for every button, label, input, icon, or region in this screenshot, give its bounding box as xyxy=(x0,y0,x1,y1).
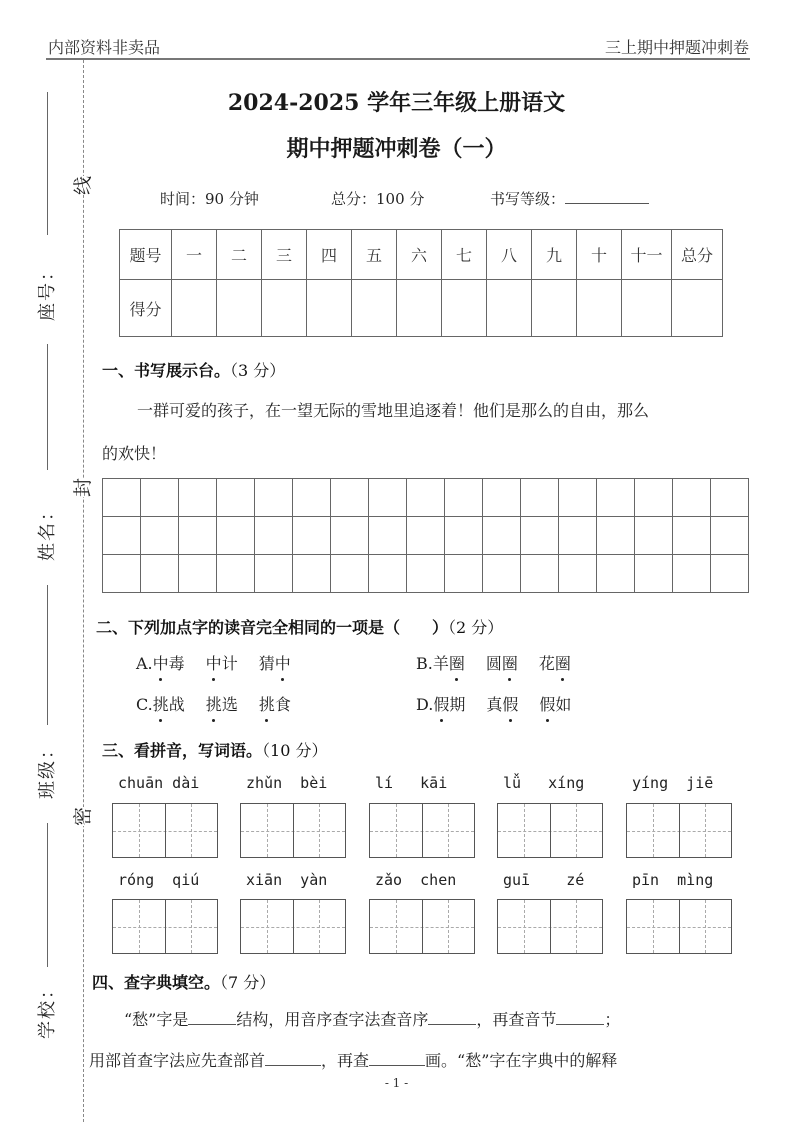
grid-cell[interactable] xyxy=(407,555,445,593)
column-header: 一 xyxy=(172,230,217,280)
column-header: 九 xyxy=(532,230,577,280)
fill-blank-syllable[interactable] xyxy=(556,1008,604,1025)
grid-cell[interactable] xyxy=(521,555,559,593)
fill-text: ； xyxy=(604,1010,621,1029)
header-left-text: 内部资料非卖品 xyxy=(48,38,161,57)
column-header: 八 xyxy=(487,230,532,280)
score-cell[interactable] xyxy=(352,280,397,337)
grid-cell[interactable] xyxy=(483,479,521,517)
fill-text: ，再查音节 xyxy=(476,1010,557,1029)
grid-cell[interactable] xyxy=(559,555,597,593)
page-number: - 1 - xyxy=(384,1076,409,1090)
pinyin-prompt: lí kāi xyxy=(375,774,448,792)
seat-number-field[interactable]: 座号： xyxy=(37,261,58,321)
section-2-points: （2 分） xyxy=(448,618,504,637)
handwriting-grade-blank[interactable] xyxy=(565,188,649,204)
pinyin-prompt: róng qiú xyxy=(118,871,200,889)
dotted-char: 圈 xyxy=(555,651,571,674)
grid-cell[interactable] xyxy=(179,517,217,555)
grid-cell[interactable] xyxy=(331,517,369,555)
tianzige-answer-box[interactable] xyxy=(112,899,218,954)
tianzige-answer-box[interactable] xyxy=(369,899,475,954)
fill-blank-radical[interactable] xyxy=(265,1049,321,1066)
section-3-title xyxy=(102,738,327,761)
grid-cell[interactable] xyxy=(673,517,711,555)
handwriting-grade xyxy=(490,188,649,209)
grid-cell[interactable] xyxy=(673,555,711,593)
dotted-char: 假 xyxy=(539,692,555,715)
score-cell[interactable] xyxy=(397,280,442,337)
grid-cell[interactable] xyxy=(179,555,217,593)
grid-cell[interactable] xyxy=(103,517,141,555)
column-header: 六 xyxy=(397,230,442,280)
grid-cell[interactable] xyxy=(597,517,635,555)
seal-char-secret: 密 xyxy=(72,806,95,827)
option-word: 羊圈 xyxy=(433,651,465,674)
option-word: 假期 xyxy=(433,692,465,715)
grid-cell[interactable] xyxy=(445,555,483,593)
grid-cell[interactable] xyxy=(293,517,331,555)
score-cell[interactable] xyxy=(307,280,352,337)
option-a[interactable] xyxy=(136,651,291,674)
header-right-text: 三上期中押题冲刺卷 xyxy=(604,38,749,57)
seal-cut-line xyxy=(83,60,84,1122)
section-1-title xyxy=(102,358,285,381)
grid-cell[interactable] xyxy=(141,555,179,593)
exam-subtitle: 期中押题冲刺卷（一） xyxy=(286,136,507,162)
grid-cell[interactable] xyxy=(217,517,255,555)
option-word: 挑战 xyxy=(153,692,185,715)
grid-cell[interactable] xyxy=(483,517,521,555)
section-1-title-text: 一、书写展示台。 xyxy=(102,361,231,380)
grid-cell[interactable] xyxy=(255,555,293,593)
tianzige-answer-box[interactable] xyxy=(626,899,732,954)
dotted-char: 中 xyxy=(206,651,222,674)
binding-line xyxy=(47,585,48,725)
grid-cell[interactable] xyxy=(445,479,483,517)
option-word: 圆圈 xyxy=(486,651,518,674)
tianzige-answer-box[interactable] xyxy=(369,803,475,858)
option-word: 假如 xyxy=(539,692,571,715)
binding-line xyxy=(47,823,48,967)
section-1-points: （3 分） xyxy=(230,361,286,380)
pinyin-prompt: zǎo chen xyxy=(375,871,457,889)
pinyin-prompt: pīn mìng xyxy=(632,871,714,889)
option-b[interactable] xyxy=(416,651,571,674)
score-cell[interactable] xyxy=(622,280,672,337)
class-field[interactable]: 班级： xyxy=(37,739,58,799)
grid-cell[interactable] xyxy=(559,479,597,517)
header-label-cell: 题号 xyxy=(120,230,172,280)
grid-cell[interactable] xyxy=(483,555,521,593)
grid-cell[interactable] xyxy=(179,479,217,517)
tianzige-answer-box[interactable] xyxy=(112,803,218,858)
fill-text: 画。“愁”字在字典中的解释 xyxy=(425,1051,618,1070)
fill-text: ，再查 xyxy=(321,1051,370,1070)
grid-cell[interactable] xyxy=(293,555,331,593)
grid-cell[interactable] xyxy=(293,479,331,517)
dotted-char: 挑 xyxy=(259,692,275,715)
tianzige-answer-box[interactable] xyxy=(240,899,346,954)
grid-cell[interactable] xyxy=(711,555,749,593)
score-cell[interactable] xyxy=(672,280,723,337)
score-cell[interactable] xyxy=(217,280,262,337)
option-d[interactable] xyxy=(416,692,571,715)
option-word: 中计 xyxy=(206,651,238,674)
score-table-header-row xyxy=(120,230,723,280)
fill-blank-structure[interactable] xyxy=(188,1008,236,1025)
fill-blank-strokes[interactable] xyxy=(369,1049,425,1066)
column-header: 十 xyxy=(577,230,622,280)
dotted-char: 圈 xyxy=(449,651,465,674)
option-label: C. xyxy=(136,695,153,714)
option-word: 挑食 xyxy=(259,692,291,715)
dotted-char: 假 xyxy=(433,692,449,715)
school-field[interactable]: 学校： xyxy=(37,979,58,1039)
grid-cell[interactable] xyxy=(521,517,559,555)
section-4-title-text: 四、查字典填空。 xyxy=(92,973,221,992)
section-1-passage-line2: 的欢快！ xyxy=(102,444,167,463)
handwriting-grade-label: 书写等级： xyxy=(490,190,566,208)
grid-cell[interactable] xyxy=(255,517,293,555)
pinyin-prompt: zhǔn bèi xyxy=(246,774,328,792)
column-header: 十一 xyxy=(622,230,672,280)
option-label: B. xyxy=(416,654,433,673)
grid-cell[interactable] xyxy=(369,517,407,555)
option-label: D. xyxy=(416,695,434,714)
dotted-char: 挑 xyxy=(153,692,169,715)
dotted-char: 挑 xyxy=(206,692,222,715)
section-4-title xyxy=(92,970,275,993)
tianzige-answer-box[interactable] xyxy=(497,803,603,858)
pinyin-prompt: xiān yàn xyxy=(246,871,328,889)
section-2-title xyxy=(96,615,503,638)
grid-cell[interactable] xyxy=(331,479,369,517)
grid-cell[interactable] xyxy=(635,479,673,517)
pinyin-prompt: guī zé xyxy=(503,871,585,889)
grid-cell[interactable] xyxy=(103,555,141,593)
dotted-char: 圈 xyxy=(502,651,518,674)
score-cell[interactable] xyxy=(262,280,307,337)
grid-cell[interactable] xyxy=(369,479,407,517)
option-word: 真假 xyxy=(486,692,518,715)
header-rule xyxy=(46,58,750,60)
exam-total-score: 总分：100 分 xyxy=(331,190,425,208)
pinyin-prompt: yíng jiē xyxy=(632,774,714,792)
tianzige-answer-box[interactable] xyxy=(626,803,732,858)
option-label: A. xyxy=(136,654,153,673)
score-table xyxy=(119,229,723,337)
section-4-points: （7 分） xyxy=(220,973,276,992)
score-cell[interactable] xyxy=(532,280,577,337)
binding-line xyxy=(47,344,48,470)
score-table-score-row xyxy=(120,280,723,337)
score-cell[interactable] xyxy=(487,280,532,337)
grid-cell[interactable] xyxy=(407,517,445,555)
section-4-line2 xyxy=(89,1048,617,1071)
score-label-cell: 得分 xyxy=(120,280,172,337)
grid-cell[interactable] xyxy=(141,479,179,517)
section-4-line1 xyxy=(124,1007,620,1030)
section-1-passage-line1: 一群可爱的孩子，在一望无际的雪地里追逐着！他们是那么的自由，那么 xyxy=(137,401,650,420)
grid-cell[interactable] xyxy=(711,517,749,555)
column-header: 七 xyxy=(442,230,487,280)
tianzige-answer-box[interactable] xyxy=(497,899,603,954)
grid-cell[interactable] xyxy=(673,479,711,517)
grid-cell[interactable] xyxy=(141,517,179,555)
grid-cell[interactable] xyxy=(597,555,635,593)
fill-text: “愁”字是 xyxy=(124,1010,189,1029)
column-header: 四 xyxy=(307,230,352,280)
pinyin-prompt: chuān dài xyxy=(118,774,200,792)
grid-cell[interactable] xyxy=(711,479,749,517)
section-3-points: （10 分） xyxy=(262,741,328,760)
section-2-title-text: 二、下列加点字的读音完全相同的一项是（ ） xyxy=(96,618,449,637)
score-cell[interactable] xyxy=(577,280,622,337)
score-cell[interactable] xyxy=(442,280,487,337)
name-field[interactable]: 姓名： xyxy=(37,501,58,561)
dotted-char: 中 xyxy=(153,651,169,674)
grid-cell[interactable] xyxy=(597,479,635,517)
grid-cell[interactable] xyxy=(369,555,407,593)
grid-cell[interactable] xyxy=(255,479,293,517)
fill-text: 结构，用音序查字法查音序 xyxy=(236,1010,429,1029)
option-word: 中毒 xyxy=(153,651,185,674)
tianzige-answer-box[interactable] xyxy=(240,803,346,858)
handwriting-grid[interactable] xyxy=(102,478,749,593)
option-c[interactable] xyxy=(136,692,291,715)
column-header: 三 xyxy=(262,230,307,280)
grid-cell[interactable] xyxy=(445,517,483,555)
grid-cell[interactable] xyxy=(407,479,445,517)
column-header: 二 xyxy=(217,230,262,280)
seal-char-seal: 封 xyxy=(72,477,95,498)
score-cell[interactable] xyxy=(172,280,217,337)
exam-title: 2024-2025 学年三年级上册语文 xyxy=(227,90,566,116)
grid-cell[interactable] xyxy=(521,479,559,517)
grid-cell[interactable] xyxy=(217,555,255,593)
grid-cell[interactable] xyxy=(635,517,673,555)
exam-time: 时间：90 分钟 xyxy=(160,190,259,208)
option-word: 花圈 xyxy=(539,651,571,674)
grid-cell[interactable] xyxy=(103,479,141,517)
option-word: 猜中 xyxy=(259,651,291,674)
grid-cell[interactable] xyxy=(217,479,255,517)
dotted-char: 假 xyxy=(502,692,518,715)
column-header: 五 xyxy=(352,230,397,280)
column-header: 总分 xyxy=(672,230,723,280)
grid-cell[interactable] xyxy=(331,555,369,593)
option-word: 挑选 xyxy=(206,692,238,715)
dotted-char: 中 xyxy=(275,651,291,674)
pinyin-prompt: lǚ xíng xyxy=(503,774,585,792)
grid-cell[interactable] xyxy=(559,517,597,555)
fill-blank-initial[interactable] xyxy=(428,1008,476,1025)
seal-char-line: 线 xyxy=(72,175,95,196)
fill-text: 用部首查字法应先查部首 xyxy=(89,1051,266,1070)
section-3-title-text: 三、看拼音，写词语。 xyxy=(102,741,263,760)
grid-cell[interactable] xyxy=(635,555,673,593)
